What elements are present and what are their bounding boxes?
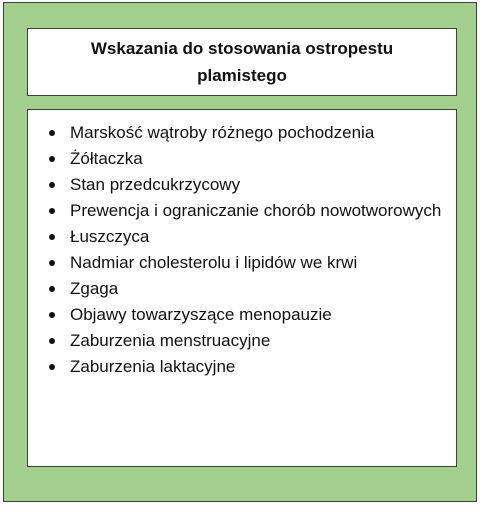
list-item — [28, 302, 456, 328]
bullet-icon — [49, 338, 55, 344]
list-item-text: Objawy towarzyszące menopauzie — [70, 305, 332, 324]
list-item — [28, 198, 456, 224]
indications-box — [27, 109, 457, 467]
bullet-icon — [49, 260, 55, 266]
title: Wskazania do stosowania ostropestu plamistego — [90, 39, 394, 85]
bullet-icon — [49, 286, 55, 292]
bullet-icon — [49, 208, 55, 214]
title-box — [27, 28, 457, 96]
list-item-text: Stan przedcukrzycowy — [70, 175, 241, 194]
bullet-icon — [49, 312, 55, 318]
indications-list — [28, 110, 456, 380]
list-item-text: Prewencja i ograniczanie chorób nowotworowych — [70, 201, 442, 220]
list-item-text: Zaburzenia menstruacyjne — [70, 331, 271, 350]
list-item — [28, 224, 456, 250]
bullet-icon — [49, 130, 55, 136]
list-item — [28, 172, 456, 198]
list-item-text: Zgaga — [70, 279, 119, 298]
list-item-text: Zaburzenia laktacyjne — [70, 357, 236, 376]
bullet-icon — [49, 182, 55, 188]
list-item — [28, 120, 456, 146]
list-item-text: Nadmiar cholesterolu i lipidów we krwi — [70, 253, 358, 272]
bullet-icon — [49, 234, 55, 240]
bullet-icon — [49, 156, 55, 162]
list-item-text: Żółtaczka — [70, 149, 143, 168]
list-item — [28, 250, 456, 276]
list-item — [28, 276, 456, 302]
list-item — [28, 328, 456, 354]
list-item-text: Marskość wątroby różnego pochodzenia — [70, 123, 375, 142]
list-item — [28, 354, 456, 380]
bullet-icon — [49, 364, 55, 370]
list-item-text: Łuszczyca — [70, 227, 150, 246]
list-item — [28, 146, 456, 172]
green-panel — [3, 2, 477, 502]
